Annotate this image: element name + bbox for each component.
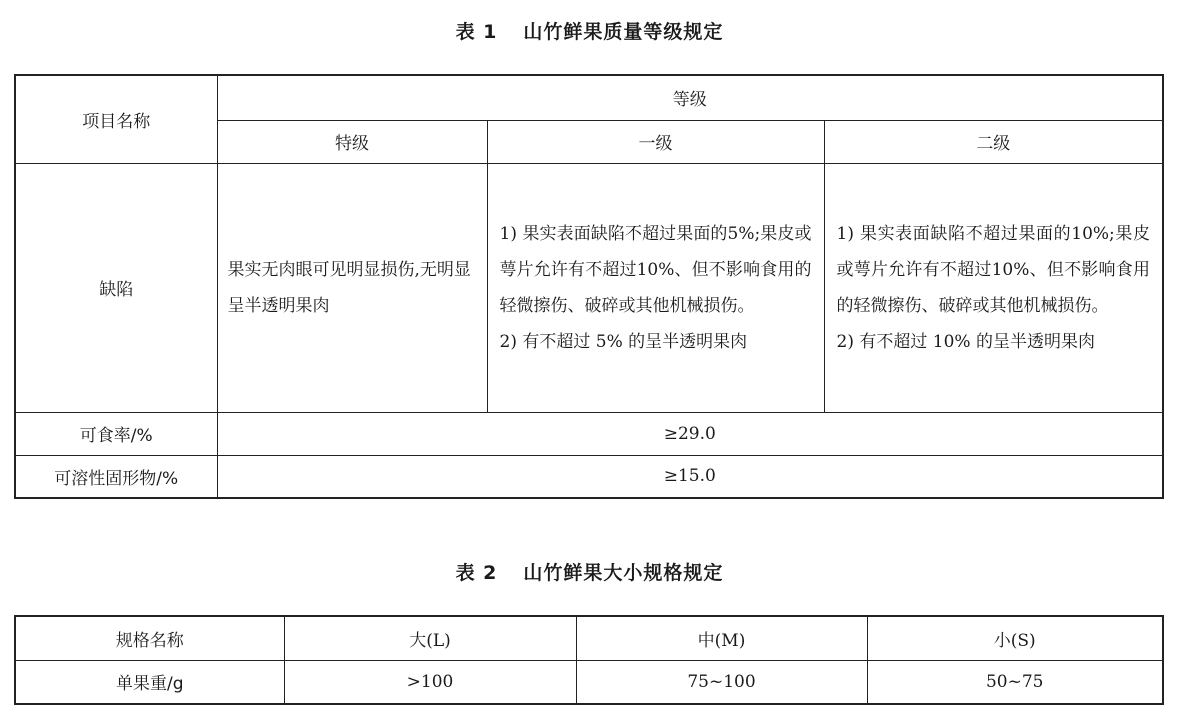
fruit-weight-medium: 75~100 xyxy=(576,660,867,704)
defect-first-item-1: 1) 果实表面缺陷不超过果面的5%;果皮或萼片允许有不超过10%、但不影响食用的轻微擦伤、破碎或其他机械损伤。 xyxy=(499,223,812,316)
size-header-small: 小(S) xyxy=(867,616,1163,660)
table2-number: 表 2 xyxy=(455,562,498,584)
size-header-label: 规格名称 xyxy=(15,616,284,660)
defect-special-text: 果实无肉眼可见明显损伤,无明显呈半透明果肉 xyxy=(227,259,471,316)
size-header-large: 大(L) xyxy=(284,616,576,660)
fruit-weight-label: 单果重/g xyxy=(15,660,284,704)
header-grade-first: 一级 xyxy=(487,120,824,163)
table2-title: 山竹鲜果大小规格规定 xyxy=(523,562,724,584)
defect-second-cell xyxy=(824,163,1163,412)
defect-second-item-2: 2) 有不超过 10% 的呈半透明果肉 xyxy=(836,331,1095,352)
header-grade-special: 特级 xyxy=(217,120,487,163)
fruit-weight-large: >100 xyxy=(284,660,576,704)
fruit-weight-small: 50~75 xyxy=(867,660,1163,704)
header-grade: 等级 xyxy=(217,75,1163,120)
soluble-solids-value: ≥15.0 xyxy=(217,455,1163,498)
soluble-solids-label: 可溶性固形物/% xyxy=(15,455,217,498)
header-item-name: 项目名称 xyxy=(15,75,217,163)
size-spec-table xyxy=(14,615,1164,705)
table1-number: 表 1 xyxy=(455,21,498,43)
defect-second-item-1: 1) 果实表面缺陷不超过果面的10%;果皮或萼片允许有不超过10%、但不影响食用的轻微擦伤、破碎或其他机械损伤。 xyxy=(836,223,1151,316)
size-header-medium: 中(M) xyxy=(576,616,867,660)
table1-title: 山竹鲜果质量等级规定 xyxy=(523,21,724,43)
table2-caption xyxy=(0,558,1179,585)
defect-first-cell xyxy=(487,163,824,412)
edible-rate-label: 可食率/% xyxy=(15,412,217,455)
table1-caption xyxy=(0,17,1179,44)
defect-label: 缺陷 xyxy=(15,163,217,412)
header-grade-second: 二级 xyxy=(824,120,1163,163)
defect-special-cell xyxy=(217,163,487,412)
quality-grade-table xyxy=(14,74,1164,499)
edible-rate-value: ≥29.0 xyxy=(217,412,1163,455)
defect-first-item-2: 2) 有不超过 5% 的呈半透明果肉 xyxy=(499,331,748,352)
